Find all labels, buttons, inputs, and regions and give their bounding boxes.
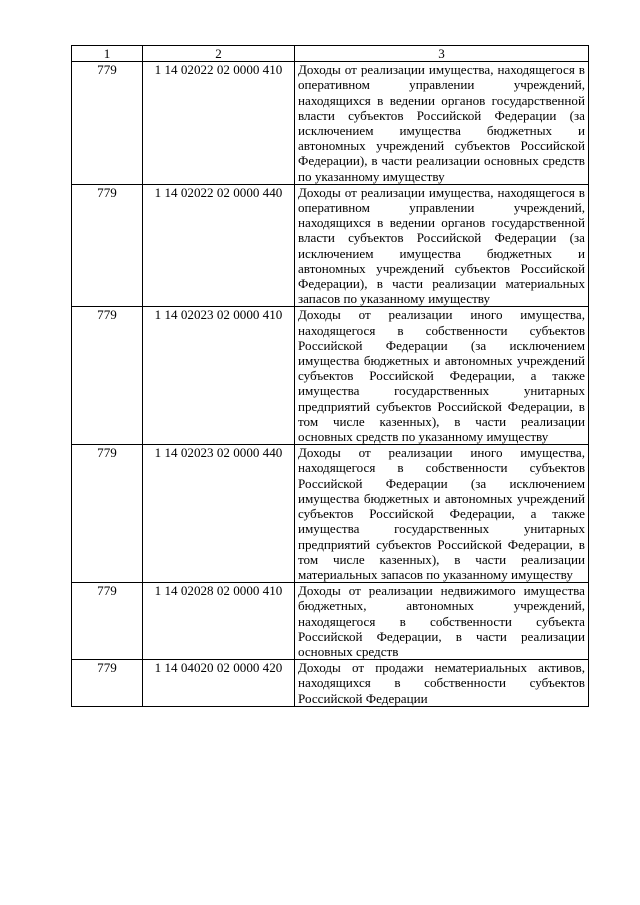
kbk-code-cell: 1 14 02023 02 0000 410: [143, 307, 295, 445]
admin-code-cell: 779: [72, 660, 143, 707]
revenue-description-cell: Доходы от реализации имущества, находящегося в оперативном управлении учреждений, находящихся в ведении органов государственной власти субъектов Российской Федерации (за исключением имущества бюджетных и автономных учреждений субъектов Российской Федерации), в части реализации основных средств по указанному имуществу: [295, 62, 589, 185]
kbk-code-cell: 1 14 02028 02 0000 410: [143, 583, 295, 660]
column-number-3: 3: [295, 46, 589, 62]
admin-code-cell: 779: [72, 307, 143, 445]
table-row: [72, 307, 589, 445]
revenue-description-cell: Доходы от продажи нематериальных активов, находящихся в собственности субъектов Российской Федерации: [295, 660, 589, 707]
revenue-description-cell: Доходы от реализации иного имущества, находящегося в собственности субъектов Российской Федерации (за исключением имущества бюджетных и автономных учреждений субъектов Российской Федерации, а также имущества государственных унитарных предприятий субъектов Российской Федерации, в том числе казенных), в части реализации материальных запасов по указанному имуществу: [295, 445, 589, 583]
column-number-2: 2: [143, 46, 295, 62]
table-row: [72, 62, 589, 185]
admin-code-cell: 779: [72, 184, 143, 307]
table-row: [72, 445, 589, 583]
kbk-code-cell: 1 14 02022 02 0000 440: [143, 184, 295, 307]
admin-code-cell: 779: [72, 583, 143, 660]
kbk-code-cell: 1 14 04020 02 0000 420: [143, 660, 295, 707]
admin-code-cell: 779: [72, 62, 143, 185]
revenue-description-cell: Доходы от реализации иного имущества, находящегося в собственности субъектов Российской Федерации (за исключением имущества бюджетных и автономных учреждений субъектов Российской Федерации, а также имущества государственных унитарных предприятий субъектов Российской Федерации, в том числе казенных), в части реализации основных средств по указанному имуществу: [295, 307, 589, 445]
revenue-description-cell: Доходы от реализации недвижимого имущества бюджетных, автономных учреждений, находящегося в собственности субъекта Российской Федерации, в части реализации основных средств: [295, 583, 589, 660]
kbk-code-cell: 1 14 02023 02 0000 440: [143, 445, 295, 583]
revenue-description-cell: Доходы от реализации имущества, находящегося в оперативном управлении учреждений, находящихся в ведении органов государственной власти субъектов Российской Федерации (за исключением имущества бюджетных и автономных учреждений субъектов Российской Федерации), в части реализации материальных запасов по указанному имуществу: [295, 184, 589, 307]
kbk-code-cell: 1 14 02022 02 0000 410: [143, 62, 295, 185]
table-row: [72, 583, 589, 660]
table-row: [72, 660, 589, 707]
admin-code-cell: 779: [72, 445, 143, 583]
column-number-1: 1: [72, 46, 143, 62]
revenue-codes-table: [71, 45, 589, 707]
table-row: [72, 184, 589, 307]
table-header-row: [72, 46, 589, 62]
